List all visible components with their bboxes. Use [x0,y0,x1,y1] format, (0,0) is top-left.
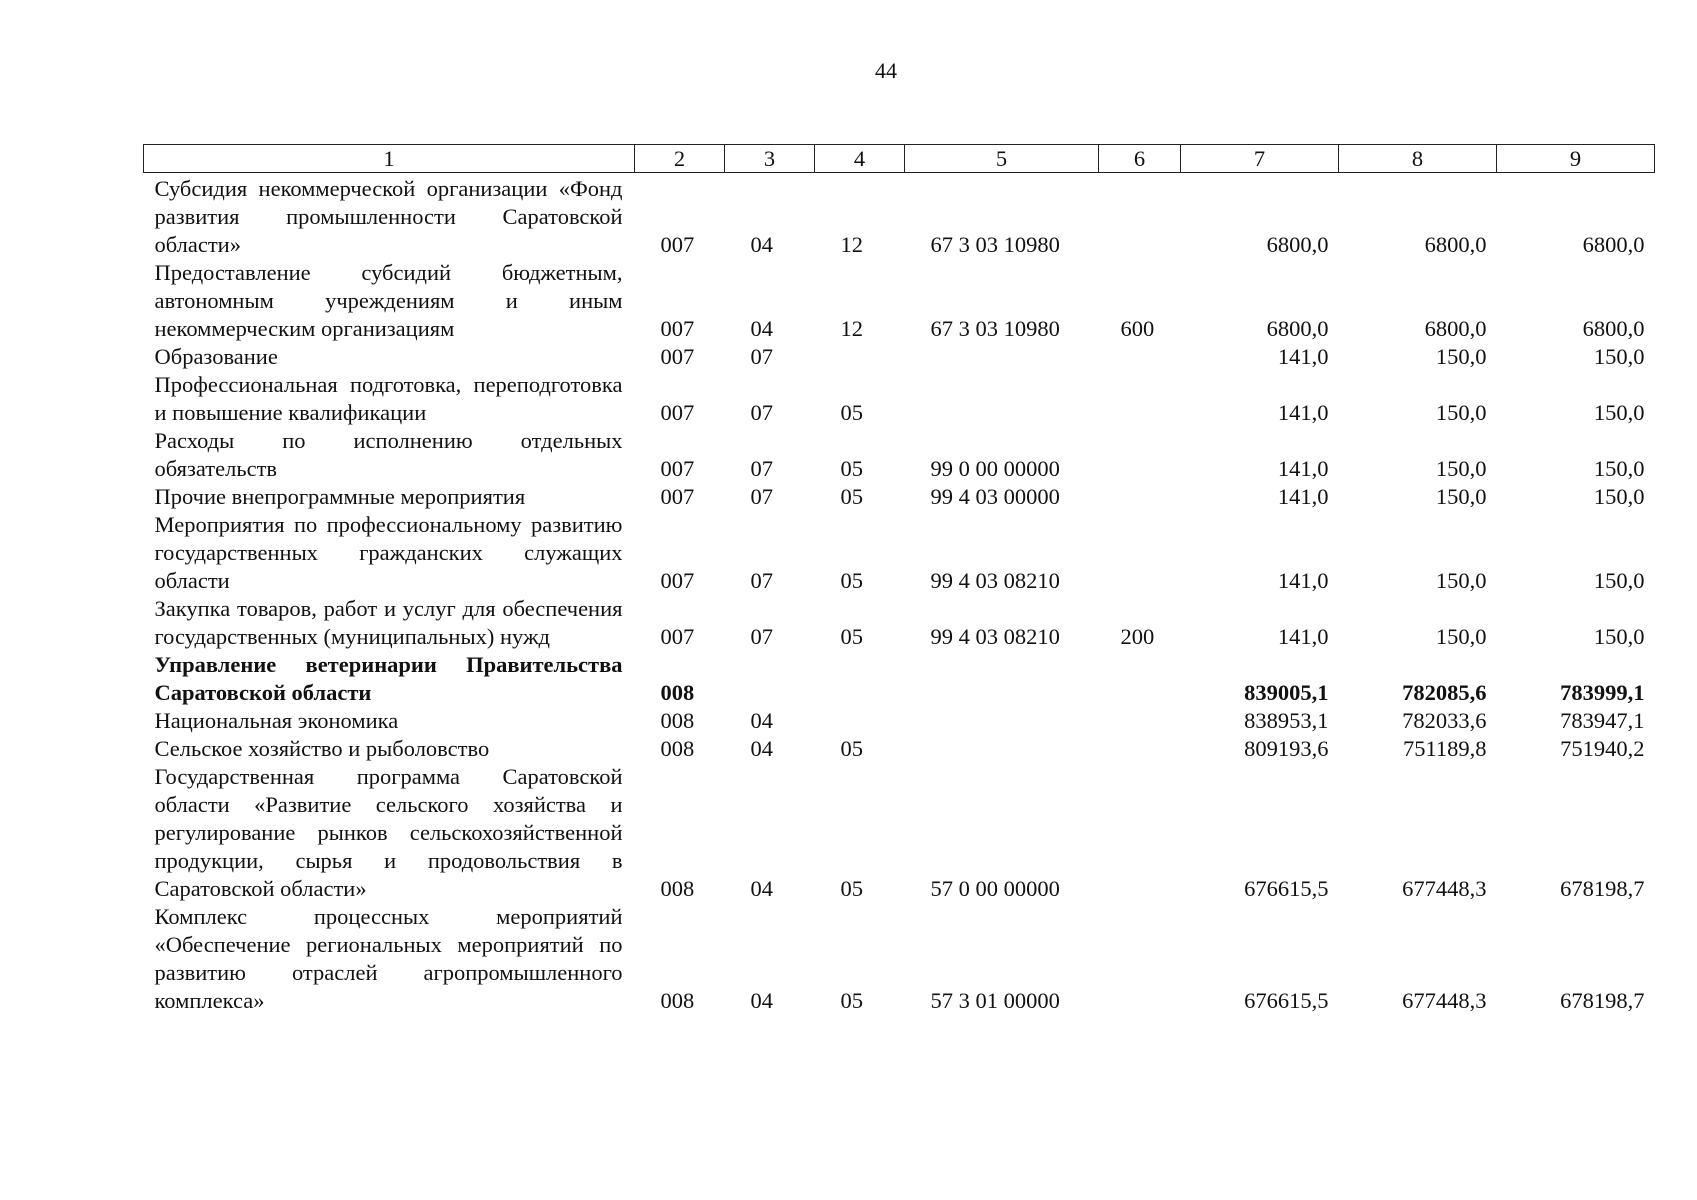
row-value-2: 150,0 [1435,456,1487,481]
row-rz-code: 04 [750,708,773,733]
row-value-3: 751940,2 [1560,736,1645,761]
table-row [144,735,1655,763]
row-value-2: 782033,6 [1402,708,1487,733]
row-csr-code [905,343,1099,371]
row-csr-code: 57 3 01 00000 [930,988,1060,1013]
row-rz-code: 04 [750,232,773,257]
row-csr-code [905,371,1099,427]
row-value-1: 809193,6 [1244,736,1329,761]
row-name: Образование [154,344,278,369]
row-rz-code: 04 [750,876,773,901]
page-number: 44 [875,58,897,83]
table-row [144,903,1655,1015]
row-value-1: 141,0 [1277,624,1329,649]
row-rz-code: 04 [750,988,773,1013]
row-pr-code: 12 [840,316,863,341]
row-value-3: 678198,7 [1560,988,1645,1013]
row-rz-code: 07 [750,624,773,649]
row-value-3: 678198,7 [1560,876,1645,901]
row-pr-code: 05 [840,988,863,1013]
row-csr-code: 99 4 03 00000 [930,484,1060,509]
row-name: Закупка товаров, работ и услуг для обеспечения государственных (муниципальных) нужд [154,596,623,649]
row-vr-code: 600 [1120,316,1155,341]
row-vr-code [1099,763,1181,903]
row-name: Национальная экономика [154,708,399,733]
header-col-5: 5 [905,145,1099,173]
row-name: Предоставление субсидий бюджетным, автономным учреждениям и иным некоммерческим организациям [154,260,623,341]
row-value-2: 150,0 [1435,484,1487,509]
row-vr-code [1099,371,1181,427]
row-gr-code: 007 [660,344,695,369]
row-value-2: 150,0 [1435,344,1487,369]
row-value-3: 150,0 [1593,624,1645,649]
row-value-1: 676615,5 [1244,988,1329,1013]
row-rz-code: 04 [750,316,773,341]
table-row [144,511,1655,595]
row-rz-code: 07 [750,344,773,369]
row-rz-code: 07 [750,400,773,425]
row-value-2: 751189,8 [1402,736,1487,761]
row-pr-code: 05 [840,568,863,593]
row-value-2: 782085,6 [1402,680,1487,705]
row-value-2: 150,0 [1435,400,1487,425]
row-gr-code: 007 [660,316,695,341]
row-pr-code [815,651,905,707]
row-pr-code: 05 [840,736,863,761]
row-name: Профессиональная подготовка, переподготовка и повышение квалификации [154,372,623,425]
row-gr-code: 007 [660,456,695,481]
row-pr-code: 05 [840,456,863,481]
header-col-9: 9 [1497,145,1655,173]
row-gr-code: 008 [660,988,695,1013]
header-col-1: 1 [144,145,635,173]
table-row [144,707,1655,735]
row-gr-code: 007 [660,484,695,509]
header-col-8: 8 [1339,145,1497,173]
row-csr-code: 99 4 03 08210 [930,624,1060,649]
row-name: Управление ветеринарии Правительства Саратовской области [154,652,623,705]
row-pr-code: 05 [840,484,863,509]
row-name: Государственная программа Саратовской области «Развитие сельского хозяйства и регулирование рынков сельскохозяйственной продукции, сырья и продовольствия в Саратовской области» [154,764,623,901]
row-vr-code [1099,483,1181,511]
row-value-1: 838953,1 [1244,708,1329,733]
row-rz-code [725,651,815,707]
row-value-2: 150,0 [1435,624,1487,649]
row-csr-code: 67 3 03 10980 [930,316,1060,341]
row-rz-code: 07 [750,568,773,593]
table-row [144,259,1655,343]
row-gr-code: 008 [660,736,695,761]
row-pr-code: 05 [840,876,863,901]
row-csr-code: 57 0 00 00000 [930,876,1060,901]
row-value-2: 6800,0 [1424,316,1487,341]
row-rz-code: 07 [750,456,773,481]
row-vr-code [1099,903,1181,1015]
row-value-3: 150,0 [1593,484,1645,509]
row-gr-code: 008 [660,680,695,705]
row-vr-code [1099,651,1181,707]
header-col-6: 6 [1099,145,1181,173]
row-vr-code: 200 [1120,624,1155,649]
header-col-7: 7 [1181,145,1339,173]
row-gr-code: 007 [660,232,695,257]
row-value-3: 783947,1 [1560,708,1645,733]
table-row [144,173,1655,260]
table-row [144,371,1655,427]
table-row [144,763,1655,903]
row-rz-code: 07 [750,484,773,509]
row-vr-code [1099,427,1181,483]
table-row [144,651,1655,707]
row-gr-code: 007 [660,400,695,425]
row-value-3: 150,0 [1593,400,1645,425]
row-value-3: 150,0 [1593,344,1645,369]
row-value-1: 141,0 [1277,484,1329,509]
header-col-4: 4 [815,145,905,173]
row-value-1: 141,0 [1277,456,1329,481]
row-value-1: 6800,0 [1266,232,1329,257]
header-col-2: 2 [635,145,725,173]
row-name: Прочие внепрограммные мероприятия [154,484,526,509]
row-value-2: 677448,3 [1402,988,1487,1013]
row-value-1: 141,0 [1277,344,1329,369]
row-pr-code: 05 [840,624,863,649]
row-value-2: 6800,0 [1424,232,1487,257]
row-vr-code [1099,707,1181,735]
table-row [144,595,1655,651]
header-row [144,145,1655,173]
row-gr-code: 008 [660,708,695,733]
row-name: Сельское хозяйство и рыболовство [154,736,490,761]
row-name: Комплекс процессных мероприятий «Обеспечение региональных мероприятий по развитию отраслей агропромышленного комплекса» [154,904,623,1013]
budget-table [143,144,1655,1015]
table-row [144,483,1655,511]
table-header [144,145,1655,173]
row-value-1: 676615,5 [1244,876,1329,901]
row-value-1: 6800,0 [1266,316,1329,341]
row-pr-code: 12 [840,232,863,257]
row-csr-code [905,651,1099,707]
row-value-2: 150,0 [1435,568,1487,593]
row-value-3: 6800,0 [1582,232,1645,257]
row-value-1: 141,0 [1277,400,1329,425]
row-pr-code: 05 [840,400,863,425]
row-csr-code [905,707,1099,735]
row-pr-code [815,343,905,371]
row-csr-code [905,735,1099,763]
row-value-3: 783999,1 [1560,680,1645,705]
row-value-3: 6800,0 [1582,316,1645,341]
row-vr-code [1099,343,1181,371]
row-value-1: 141,0 [1277,568,1329,593]
row-value-1: 839005,1 [1244,680,1329,705]
table-row [144,427,1655,483]
row-vr-code [1099,511,1181,595]
row-vr-code [1099,173,1181,260]
row-gr-code: 007 [660,568,695,593]
row-rz-code: 04 [750,736,773,761]
row-value-3: 150,0 [1593,456,1645,481]
row-value-2: 677448,3 [1402,876,1487,901]
header-col-3: 3 [725,145,815,173]
row-csr-code: 99 4 03 08210 [930,568,1060,593]
row-pr-code [815,707,905,735]
table-body [144,173,1655,1016]
row-gr-code: 008 [660,876,695,901]
row-csr-code: 67 3 03 10980 [930,232,1060,257]
row-csr-code: 99 0 00 00000 [930,456,1060,481]
row-name: Мероприятия по профессиональному развитию государственных гражданских служащих области [154,512,623,593]
row-name: Субсидия некоммерческой организации «Фонд развития промышленности Саратовской области» [154,176,623,257]
row-vr-code [1099,735,1181,763]
row-value-3: 150,0 [1593,568,1645,593]
row-name: Расходы по исполнению отдельных обязательств [154,428,623,481]
row-gr-code: 007 [660,624,695,649]
table-row [144,343,1655,371]
